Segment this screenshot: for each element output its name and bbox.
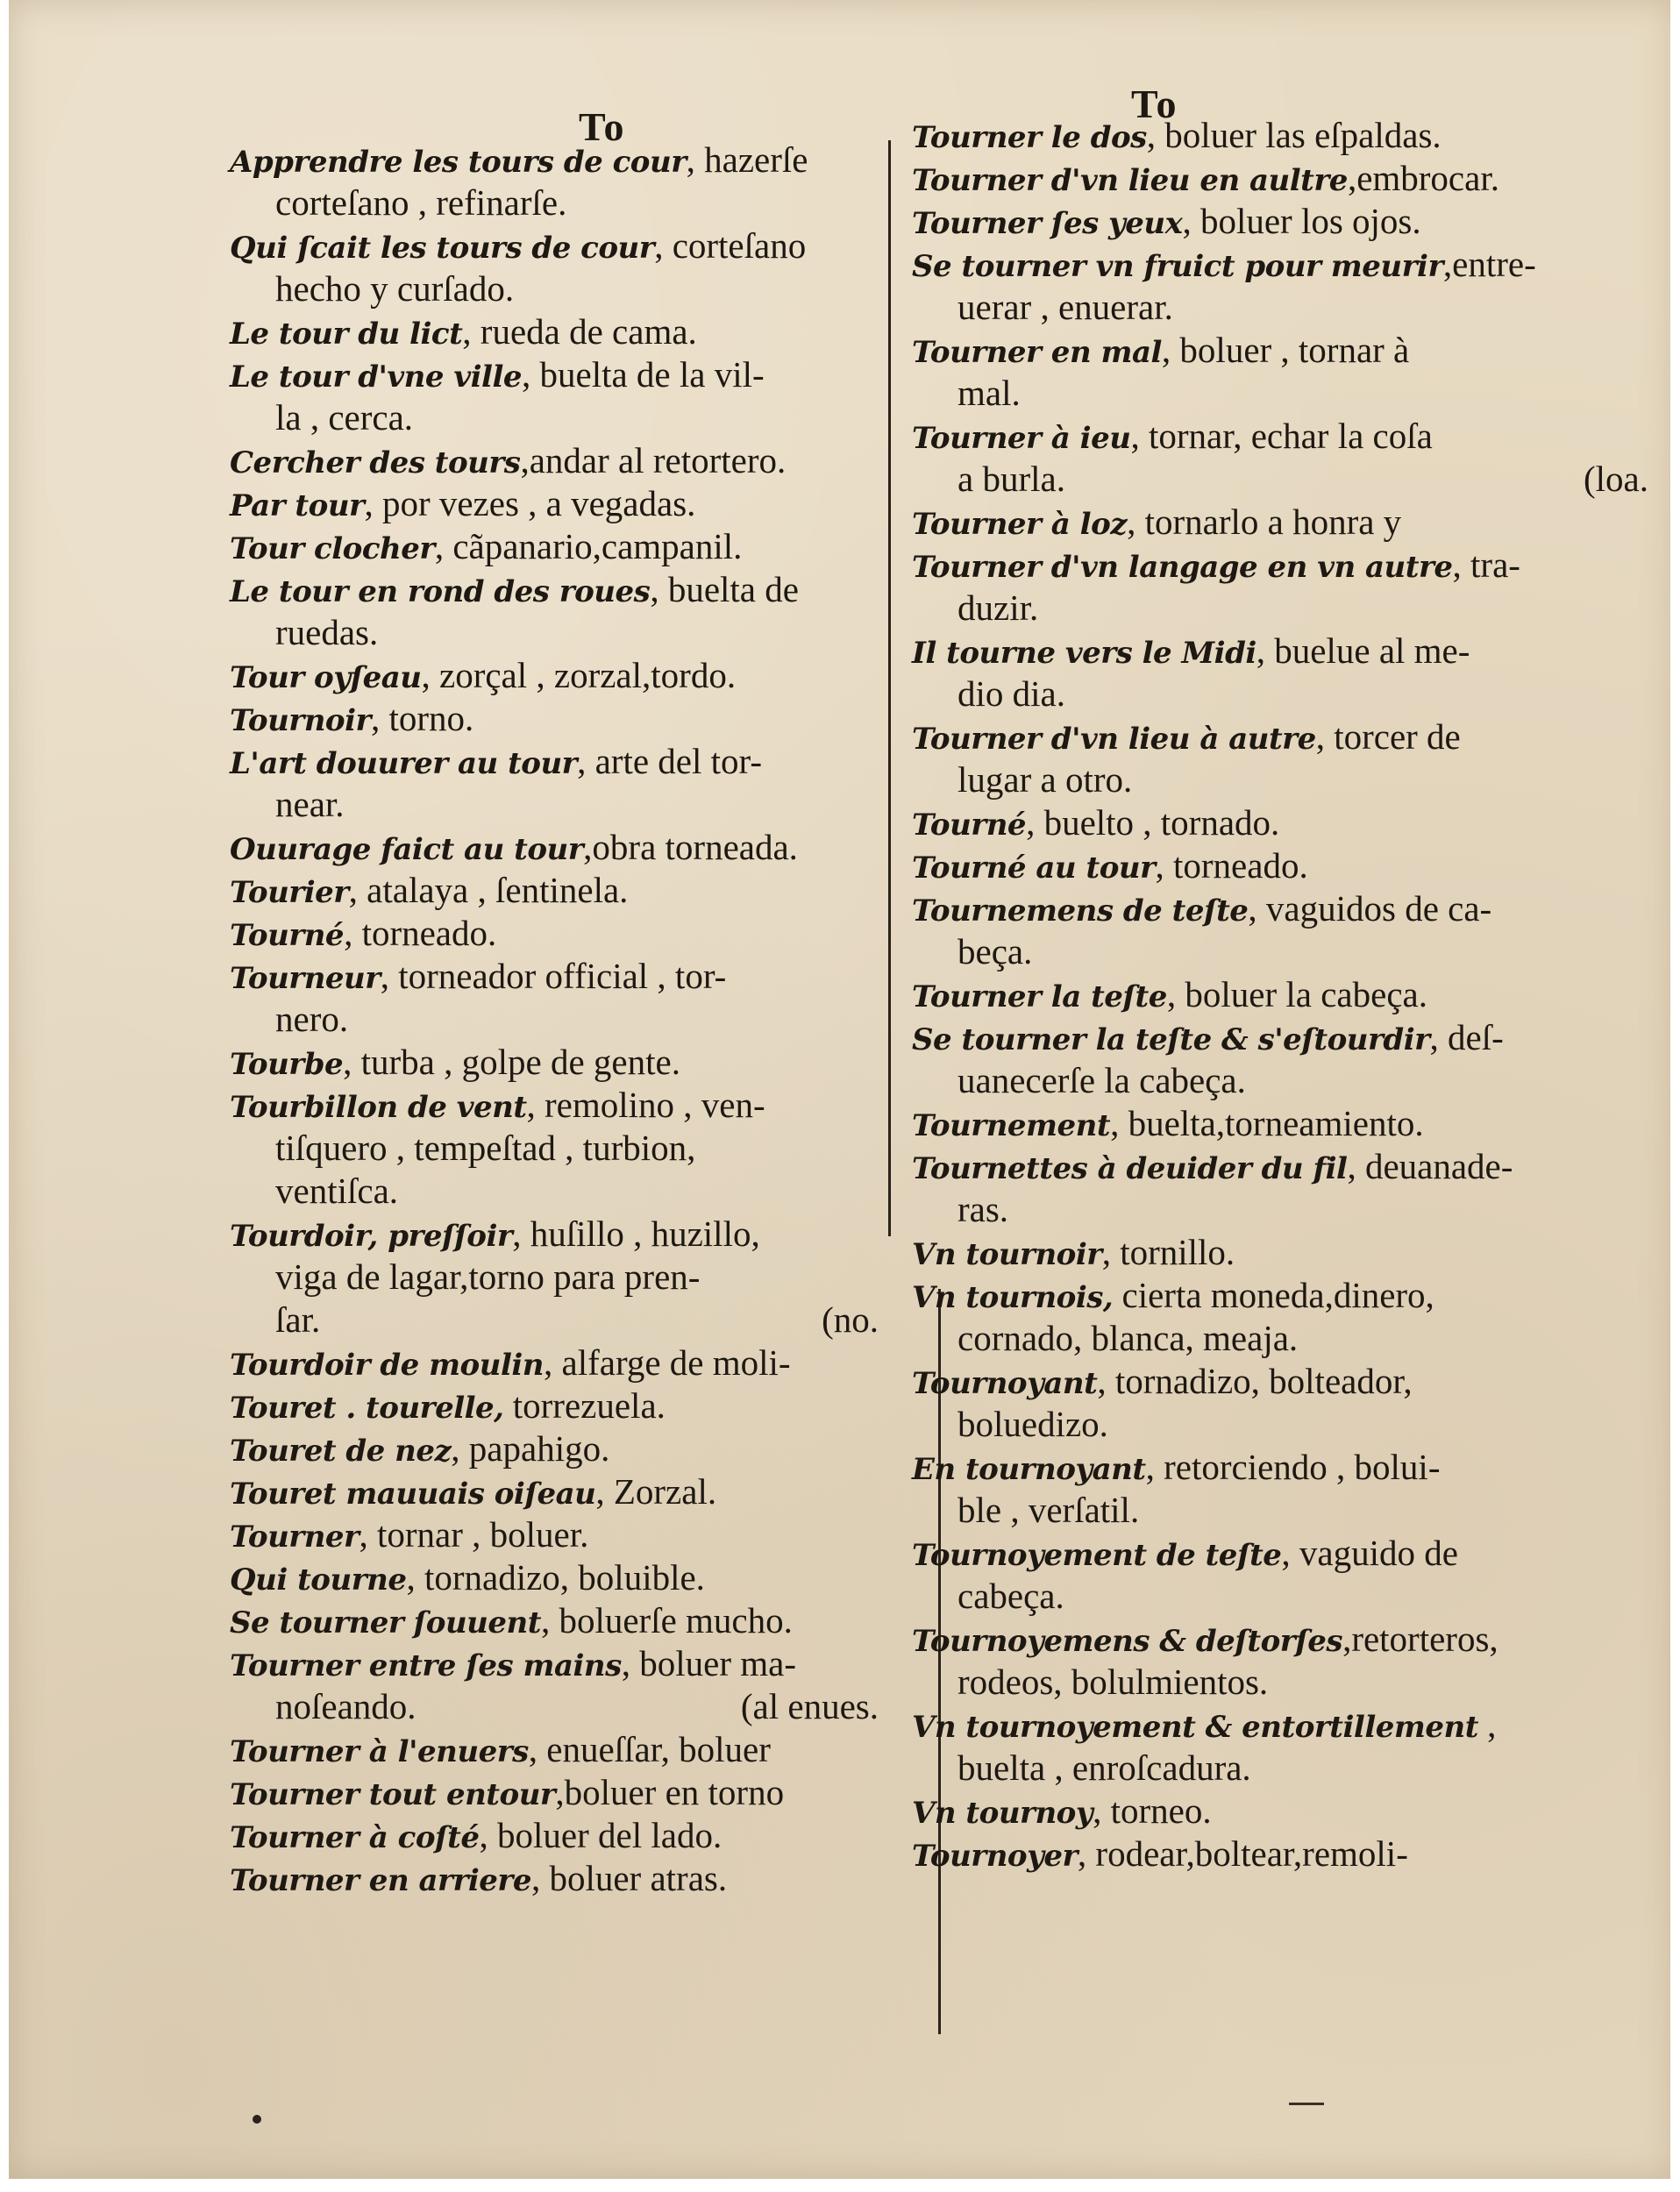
entry-headline bbox=[230, 1213, 896, 1256]
spanish-translation: , hazerſe bbox=[686, 139, 808, 180]
overflow-fragment: (al enues. bbox=[740, 1686, 879, 1726]
french-headword: Apprendre les tours de cour bbox=[230, 145, 687, 180]
entry-continuation bbox=[912, 1059, 1666, 1102]
entry-headline bbox=[230, 568, 896, 611]
dictionary-entry bbox=[230, 912, 896, 955]
french-headword: Le tour en rond des roues bbox=[230, 574, 651, 609]
continuation-text: viga de lagar,torno para pren- bbox=[275, 1256, 701, 1297]
entry-continuation bbox=[230, 783, 896, 826]
entry-headline bbox=[230, 1084, 896, 1127]
continuation-text: tiſquero , tempeſtad , turbion, bbox=[275, 1128, 696, 1168]
dictionary-entry bbox=[230, 697, 896, 740]
spanish-translation: , tornadizo, bolteador, bbox=[1097, 1361, 1413, 1401]
dictionary-entry bbox=[230, 1642, 896, 1728]
spanish-translation: , boluerſe mucho. bbox=[540, 1600, 793, 1640]
entry-continuation bbox=[912, 1575, 1666, 1618]
continuation-text: rodeos, bolulmientos. bbox=[957, 1662, 1269, 1702]
french-headword: Il tourne vers le Midi bbox=[912, 636, 1256, 671]
spanish-translation: , boluer atras. bbox=[530, 1858, 728, 1898]
entry-continuation bbox=[230, 1170, 896, 1213]
continuation-text: noſeando. bbox=[275, 1686, 416, 1726]
entry-continuation bbox=[912, 1188, 1666, 1231]
spanish-translation: , tornillo. bbox=[1101, 1232, 1235, 1272]
scan-margin bbox=[1670, 0, 1680, 2192]
entry-continuation bbox=[230, 181, 896, 224]
continuation-text: la , cerca. bbox=[275, 397, 414, 438]
entry-headline bbox=[912, 1833, 1666, 1875]
french-headword: Tourbillon de vent bbox=[230, 1090, 527, 1125]
continuation-text: cornado, blanca, meaja. bbox=[957, 1318, 1299, 1358]
continuation-text: ruedas. bbox=[275, 612, 379, 652]
french-headword: Se tourner ſouuent bbox=[230, 1605, 541, 1640]
entry-headline bbox=[912, 415, 1666, 458]
dictionary-entry bbox=[230, 310, 896, 353]
entry-headline bbox=[230, 224, 896, 267]
french-headword: Tournoyant bbox=[912, 1366, 1098, 1401]
dictionary-entry bbox=[230, 1771, 896, 1814]
entry-continuation bbox=[912, 673, 1666, 715]
entry-headline bbox=[912, 973, 1666, 1016]
french-headword: Tournettes à deuider du fil bbox=[912, 1151, 1348, 1186]
french-headword: Le tour du lict bbox=[230, 317, 463, 352]
spanish-translation: , vaguido de bbox=[1281, 1533, 1458, 1573]
entry-headline bbox=[230, 1814, 896, 1857]
entry-headline bbox=[912, 243, 1666, 286]
continuation-text: buelta , enroſcadura. bbox=[957, 1747, 1251, 1788]
continuation-text: a burla. bbox=[957, 459, 1065, 499]
entry-continuation bbox=[912, 372, 1666, 415]
entry-headline bbox=[912, 1790, 1666, 1833]
dictionary-entry bbox=[912, 630, 1666, 715]
continuation-text: lugar a otro. bbox=[957, 759, 1133, 800]
entry-headline bbox=[230, 439, 896, 482]
entry-continuation bbox=[230, 267, 896, 310]
french-headword: Tourner tout entour bbox=[230, 1777, 556, 1812]
entry-headline bbox=[230, 1771, 896, 1814]
french-headword: Tourner à coſté bbox=[230, 1820, 480, 1855]
spanish-translation: ,embrocar. bbox=[1347, 158, 1499, 198]
spanish-translation: , buelto , tornado. bbox=[1026, 802, 1280, 843]
spanish-translation: , enueſſar, boluer bbox=[528, 1729, 771, 1769]
spanish-translation: , boluer los ojos. bbox=[1182, 201, 1421, 241]
spanish-translation: , rodear,boltear,remoli- bbox=[1077, 1833, 1408, 1874]
entry-headline bbox=[230, 353, 896, 396]
dictionary-entry bbox=[912, 1145, 1666, 1231]
dictionary-entry bbox=[230, 1041, 896, 1084]
entry-headline bbox=[912, 114, 1666, 157]
entry-headline bbox=[912, 1016, 1666, 1059]
dictionary-entry bbox=[912, 544, 1666, 630]
french-headword: L'art douurer au tour bbox=[230, 746, 578, 781]
spanish-translation: , alfarge de moli- bbox=[544, 1342, 791, 1383]
entry-continuation bbox=[230, 1299, 896, 1342]
french-headword: Tourner à l'enuers bbox=[230, 1734, 529, 1769]
dictionary-entry bbox=[230, 1814, 896, 1857]
entry-headline bbox=[230, 1513, 896, 1556]
entry-headline bbox=[912, 544, 1666, 587]
french-headword: Touret de nez bbox=[230, 1434, 452, 1469]
dictionary-entry bbox=[912, 114, 1666, 157]
continuation-text: hecho y curſado. bbox=[275, 268, 515, 309]
french-headword: Tourné bbox=[912, 808, 1027, 843]
entry-headline bbox=[230, 740, 896, 783]
spanish-translation: , deuanade- bbox=[1347, 1146, 1513, 1186]
entry-continuation bbox=[230, 998, 896, 1041]
entry-headline bbox=[230, 1384, 896, 1427]
entry-headline bbox=[230, 826, 896, 869]
french-headword: Tourdoir de moulin bbox=[230, 1348, 544, 1383]
french-headword: Se tourner la teſte & s'eſtourdir bbox=[912, 1022, 1430, 1057]
entry-headline bbox=[912, 501, 1666, 544]
french-headword: Qui ſcait les tours de cour bbox=[230, 231, 655, 266]
entry-headline bbox=[230, 1857, 896, 1900]
dictionary-entry bbox=[230, 955, 896, 1041]
continuation-text: boluedizo. bbox=[957, 1404, 1108, 1444]
dictionary-entry bbox=[230, 1084, 896, 1213]
spanish-translation: , torcer de bbox=[1315, 716, 1461, 757]
spanish-translation: ,andar al retortero. bbox=[520, 440, 787, 480]
entry-headline bbox=[230, 697, 896, 740]
spanish-translation: , corteſano bbox=[654, 225, 807, 266]
page-mark-dot bbox=[253, 2115, 261, 2124]
french-headword: Ouurage faict au tour bbox=[230, 832, 584, 867]
french-headword: Tourné bbox=[230, 918, 345, 953]
entry-headline bbox=[230, 1599, 896, 1642]
entry-headline bbox=[912, 844, 1666, 887]
entry-headline bbox=[230, 912, 896, 955]
dictionary-entry bbox=[912, 1016, 1666, 1102]
entry-headline bbox=[912, 715, 1666, 758]
spanish-translation: , zorçal , zorzal,tordo. bbox=[421, 655, 737, 695]
dictionary-entry bbox=[912, 1790, 1666, 1833]
spanish-translation: , torneador official , tor- bbox=[380, 956, 727, 996]
continuation-text: uanecerſe la cabeça. bbox=[957, 1060, 1246, 1100]
dictionary-entry bbox=[912, 844, 1666, 887]
entry-headline bbox=[912, 1102, 1666, 1145]
entry-headline bbox=[230, 1470, 896, 1513]
dictionary-entry bbox=[912, 1618, 1666, 1704]
french-headword: Tourneur bbox=[230, 961, 381, 996]
french-headword: Tournement bbox=[912, 1108, 1111, 1143]
french-headword: Tour clocher bbox=[230, 531, 435, 566]
spanish-translation: , cãpanario,campanil. bbox=[434, 526, 743, 566]
spanish-translation: , tornar, echar la coſa bbox=[1130, 416, 1433, 456]
spanish-translation: , retorciendo , bolui- bbox=[1145, 1447, 1441, 1487]
dictionary-entry bbox=[230, 1427, 896, 1470]
continuation-text: duzir. bbox=[957, 587, 1039, 628]
entry-continuation bbox=[230, 396, 896, 439]
continuation-text: beça. bbox=[957, 931, 1033, 971]
entry-continuation bbox=[230, 1127, 896, 1170]
dictionary-entry bbox=[230, 1556, 896, 1599]
dictionary-entry bbox=[230, 1728, 896, 1771]
dictionary-entry bbox=[912, 973, 1666, 1016]
spanish-translation: ,retorteros, bbox=[1342, 1619, 1498, 1659]
french-headword: En tournoyant bbox=[912, 1452, 1146, 1487]
french-headword: Par tour bbox=[230, 488, 365, 523]
spanish-translation: , arte del tor- bbox=[577, 741, 762, 781]
dictionary-entry bbox=[912, 1274, 1666, 1360]
french-headword: Tourner la teſte bbox=[912, 979, 1167, 1014]
french-headword: Tourbe bbox=[230, 1047, 344, 1082]
dictionary-entry bbox=[230, 439, 896, 482]
entry-continuation bbox=[912, 1661, 1666, 1704]
continuation-text: ventiſca. bbox=[275, 1171, 399, 1211]
entry-headline bbox=[912, 801, 1666, 844]
spanish-translation: , torneado. bbox=[344, 913, 497, 953]
entry-headline bbox=[230, 869, 896, 912]
entry-headline bbox=[230, 1342, 896, 1384]
entry-headline bbox=[912, 329, 1666, 372]
left-column bbox=[230, 139, 896, 1900]
entry-headline bbox=[912, 1274, 1666, 1317]
spanish-translation: torrezuela. bbox=[503, 1385, 666, 1426]
entry-headline bbox=[230, 1728, 896, 1771]
spanish-translation: , tornadizo, boluible. bbox=[406, 1557, 705, 1598]
entry-continuation bbox=[912, 930, 1666, 973]
dictionary-entry bbox=[230, 826, 896, 869]
spanish-translation: ,entre- bbox=[1442, 244, 1536, 284]
entry-headline bbox=[912, 200, 1666, 243]
french-headword: Tourner à loz bbox=[912, 507, 1128, 542]
entry-continuation bbox=[230, 1256, 896, 1299]
dictionary-entry bbox=[912, 887, 1666, 973]
entry-headline bbox=[230, 1556, 896, 1599]
dictionary-entry bbox=[912, 1102, 1666, 1145]
entry-continuation bbox=[912, 286, 1666, 329]
dictionary-entry bbox=[912, 200, 1666, 243]
french-headword: Touret . tourelle, bbox=[230, 1391, 504, 1426]
dictionary-entry bbox=[230, 568, 896, 654]
entry-headline bbox=[230, 310, 896, 353]
french-headword: Tour oyſeau bbox=[230, 660, 422, 695]
dictionary-entry bbox=[912, 501, 1666, 544]
entry-headline bbox=[230, 1041, 896, 1084]
catchword-mark bbox=[1289, 2103, 1324, 2105]
spanish-translation: , tornar , boluer. bbox=[359, 1514, 589, 1555]
entry-headline bbox=[912, 887, 1666, 930]
overflow-fragment: (loa. bbox=[1584, 459, 1648, 499]
overflow-fragment: (no. bbox=[822, 1299, 879, 1340]
dictionary-entry bbox=[912, 801, 1666, 844]
dictionary-entry bbox=[230, 740, 896, 826]
entry-headline bbox=[230, 482, 896, 525]
french-headword: Le tour d'vne ville bbox=[230, 359, 522, 395]
dictionary-entry bbox=[230, 139, 896, 224]
french-headword: Tournemens de teſte bbox=[912, 893, 1249, 929]
continuation-text: cabeça. bbox=[957, 1576, 1064, 1616]
french-headword: Tourner à ieu bbox=[912, 421, 1131, 456]
dictionary-entry bbox=[912, 329, 1666, 415]
entry-continuation bbox=[912, 1403, 1666, 1446]
french-headword: Tournoyer bbox=[912, 1839, 1078, 1874]
spanish-translation: , tra- bbox=[1452, 544, 1520, 585]
french-headword: Tournoyement de teſte bbox=[912, 1538, 1282, 1573]
dictionary-entry bbox=[912, 415, 1666, 501]
dictionary-entry bbox=[230, 482, 896, 525]
dictionary-entry bbox=[230, 1857, 896, 1900]
spanish-translation: , boluer , tornar à bbox=[1161, 330, 1410, 370]
dictionary-entry bbox=[230, 654, 896, 697]
spanish-translation: , vaguidos de ca- bbox=[1248, 888, 1492, 929]
spanish-translation: cierta moneda,dinero, bbox=[1113, 1275, 1434, 1315]
dictionary-entry bbox=[230, 224, 896, 310]
dictionary-entry bbox=[230, 353, 896, 439]
entry-continuation bbox=[230, 1685, 896, 1728]
entry-headline bbox=[230, 654, 896, 697]
spanish-translation: , boluer ma- bbox=[621, 1643, 797, 1683]
entry-headline bbox=[912, 157, 1666, 200]
entry-headline bbox=[230, 955, 896, 998]
continuation-text: mal. bbox=[957, 373, 1021, 413]
spanish-translation: , boluer las eſpaldas. bbox=[1146, 115, 1442, 155]
continuation-text: ble , verſatil. bbox=[957, 1490, 1140, 1530]
entry-continuation bbox=[912, 758, 1666, 801]
entry-continuation bbox=[912, 587, 1666, 630]
dictionary-entry bbox=[230, 525, 896, 568]
french-headword: Tourner en arriere bbox=[230, 1863, 531, 1898]
dictionary-entry bbox=[230, 1384, 896, 1427]
french-headword: Vn tournoy bbox=[912, 1796, 1093, 1831]
entry-headline bbox=[230, 525, 896, 568]
entry-continuation bbox=[230, 611, 896, 654]
dictionary-entry bbox=[912, 1231, 1666, 1274]
spanish-translation: , buelta de la vil- bbox=[522, 354, 765, 395]
spanish-translation: , boluer del lado. bbox=[479, 1815, 723, 1855]
dictionary-entry bbox=[230, 1599, 896, 1642]
entry-headline bbox=[912, 1231, 1666, 1274]
french-headword: Tourner ſes yeux bbox=[912, 206, 1183, 241]
french-headword: Tourdoir, preſſoir bbox=[230, 1219, 513, 1254]
dictionary-entry bbox=[912, 243, 1666, 329]
spanish-translation: , torno. bbox=[370, 698, 474, 738]
french-headword: Tourner entre ſes mains bbox=[230, 1648, 622, 1683]
french-headword: Tournoyemens & deſtorſes bbox=[912, 1624, 1343, 1659]
spanish-translation: , deſ- bbox=[1429, 1017, 1504, 1057]
continuation-text: near. bbox=[275, 784, 345, 824]
spanish-translation: , buelta de bbox=[650, 569, 799, 609]
french-headword: Tourier bbox=[230, 875, 349, 910]
french-headword: Qui tourne bbox=[230, 1562, 407, 1598]
spanish-translation: , tornarlo a honra y bbox=[1127, 502, 1402, 542]
continuation-text: uerar , enuerar. bbox=[957, 287, 1173, 327]
spanish-translation: , turba , golpe de gente. bbox=[343, 1042, 680, 1082]
continuation-text: nero. bbox=[275, 999, 349, 1039]
spanish-translation: , remolino , ven- bbox=[526, 1085, 765, 1125]
french-headword: Tourner en mal bbox=[912, 335, 1162, 370]
continuation-text: ras. bbox=[957, 1189, 1009, 1229]
continuation-text: corteſano , refinarſe. bbox=[275, 182, 567, 223]
french-headword: Tournoir bbox=[230, 703, 371, 738]
french-headword: Se tourner vn fruict pour meurir bbox=[912, 249, 1443, 284]
right-column bbox=[912, 114, 1666, 1875]
dictionary-entry bbox=[912, 1833, 1666, 1875]
french-headword: Tourner le dos bbox=[912, 120, 1147, 155]
french-headword: Vn tournoir bbox=[912, 1237, 1102, 1272]
dictionary-entry bbox=[912, 1704, 1666, 1790]
spanish-translation: , bbox=[1477, 1704, 1497, 1745]
spanish-translation: , huſillo , huzillo, bbox=[512, 1213, 760, 1254]
french-headword: Vn tournoyement & entortillement bbox=[912, 1710, 1478, 1745]
french-headword: Vn tournois, bbox=[912, 1280, 1114, 1315]
spanish-translation: , Zorzal. bbox=[595, 1471, 717, 1512]
dictionary-entry bbox=[912, 1446, 1666, 1532]
spanish-translation: , torneo. bbox=[1093, 1790, 1212, 1831]
right-column-header: To bbox=[1131, 82, 1178, 126]
spanish-translation: , buelue al me- bbox=[1256, 630, 1470, 671]
spanish-translation: , por vezes , a vegadas. bbox=[364, 483, 696, 523]
spanish-translation: ,obra torneada. bbox=[583, 827, 798, 867]
entry-continuation bbox=[912, 1747, 1666, 1790]
entry-continuation bbox=[912, 458, 1666, 501]
french-headword: Tourner d'vn langage en vn autre bbox=[912, 550, 1453, 585]
entry-headline bbox=[230, 1427, 896, 1470]
entry-headline bbox=[230, 139, 896, 181]
spanish-translation: , buelta,torneamiento. bbox=[1110, 1103, 1424, 1143]
entry-headline bbox=[912, 1532, 1666, 1575]
dictionary-entry bbox=[230, 1213, 896, 1342]
spanish-translation: , boluer la cabeça. bbox=[1166, 974, 1427, 1014]
dictionary-entry bbox=[230, 1470, 896, 1513]
french-headword: Touret mauuais oiſeau bbox=[230, 1477, 596, 1512]
french-headword: Tourner d'vn lieu en aultre bbox=[912, 163, 1348, 198]
french-headword: Tourner bbox=[230, 1519, 359, 1555]
continuation-text: dio dia. bbox=[957, 673, 1065, 714]
entry-headline bbox=[912, 1145, 1666, 1188]
entry-headline bbox=[912, 1446, 1666, 1489]
entry-continuation bbox=[912, 1317, 1666, 1360]
entry-headline bbox=[230, 1642, 896, 1685]
continuation-text: ſar. bbox=[275, 1299, 321, 1340]
spanish-translation: , torneado. bbox=[1155, 845, 1308, 886]
dictionary-entry bbox=[230, 1513, 896, 1556]
dictionary-entry bbox=[912, 715, 1666, 801]
dictionary-entry bbox=[912, 1532, 1666, 1618]
entry-continuation bbox=[912, 1489, 1666, 1532]
spanish-translation: , rueda de cama. bbox=[462, 311, 697, 352]
left-column-header: To bbox=[579, 104, 626, 149]
entry-headline bbox=[912, 630, 1666, 673]
dictionary-entry bbox=[912, 157, 1666, 200]
french-headword: Cercher des tours bbox=[230, 445, 521, 480]
dictionary-entry bbox=[230, 869, 896, 912]
entry-headline bbox=[912, 1618, 1666, 1661]
entry-headline bbox=[912, 1360, 1666, 1403]
spanish-translation: ,boluer en torno bbox=[555, 1772, 785, 1812]
entry-headline bbox=[912, 1704, 1666, 1747]
dictionary-entry bbox=[912, 1360, 1666, 1446]
spanish-translation: , papahigo. bbox=[451, 1428, 610, 1469]
french-headword: Tourner d'vn lieu à autre bbox=[912, 722, 1316, 757]
dictionary-entry bbox=[230, 1342, 896, 1384]
spanish-translation: , atalaya , ſentinela. bbox=[348, 870, 629, 910]
french-headword: Tourné au tour bbox=[912, 850, 1156, 886]
